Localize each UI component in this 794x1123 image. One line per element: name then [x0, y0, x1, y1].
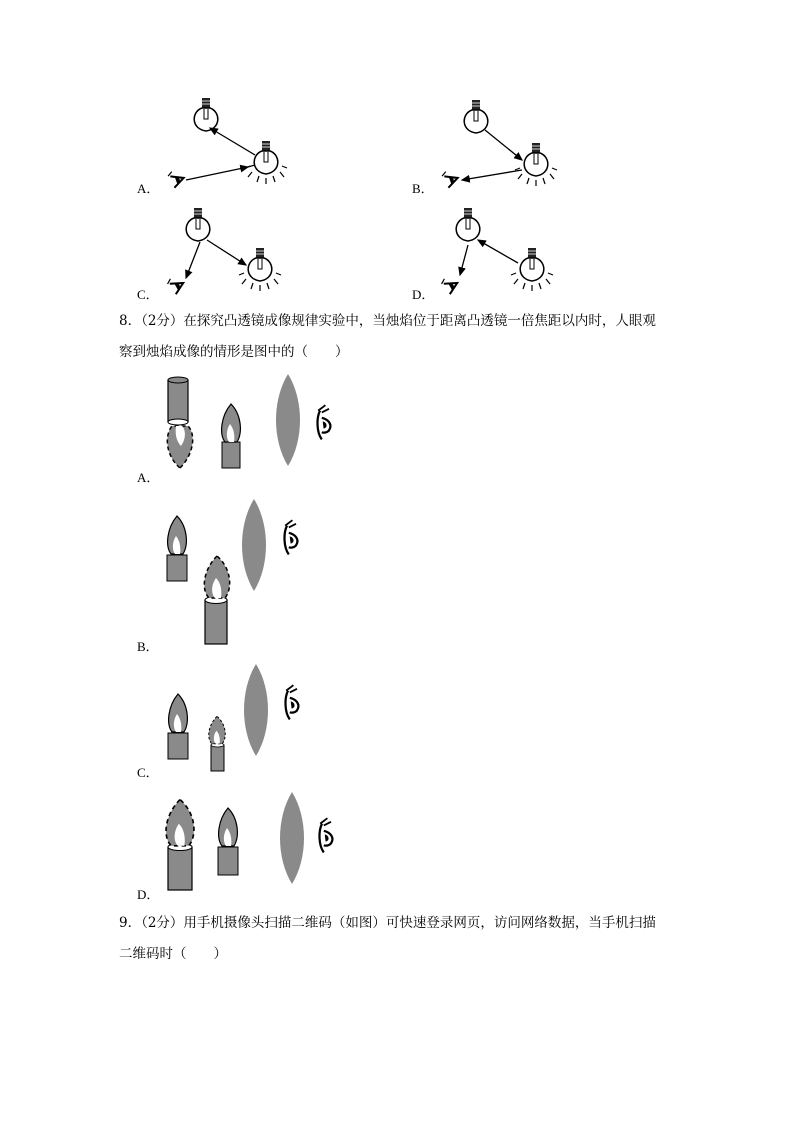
q7-option-d[interactable]: D． — [412, 287, 435, 302]
q8-option-b[interactable]: B． — [137, 639, 159, 654]
q9-stem-line1: 9．（2分）用手机摄像头扫描二维码（如图）可快速登录网页，访问网络数据，当手机扫描 — [119, 915, 656, 931]
q8-option-d[interactable]: D． — [137, 887, 160, 902]
q7-option-a[interactable]: A． — [137, 181, 160, 196]
q7-option-c[interactable]: C． — [137, 287, 159, 302]
q9-stem-line2: 二维码时（ ） — [119, 946, 227, 962]
q8-stem-line1: 8．（2分）在探究凸透镜成像规律实验中，当烛焰位于距离凸透镜一倍焦距以内时，人眼观 — [119, 313, 656, 329]
q8-stem-line2: 察到烛焰成像的情形是图中的（ ） — [119, 344, 349, 360]
q7-option-b[interactable]: B． — [412, 181, 434, 196]
q8-option-c[interactable]: C． — [137, 765, 159, 780]
q8-option-a[interactable]: A． — [137, 470, 160, 485]
q9-stem — [119, 908, 699, 970]
